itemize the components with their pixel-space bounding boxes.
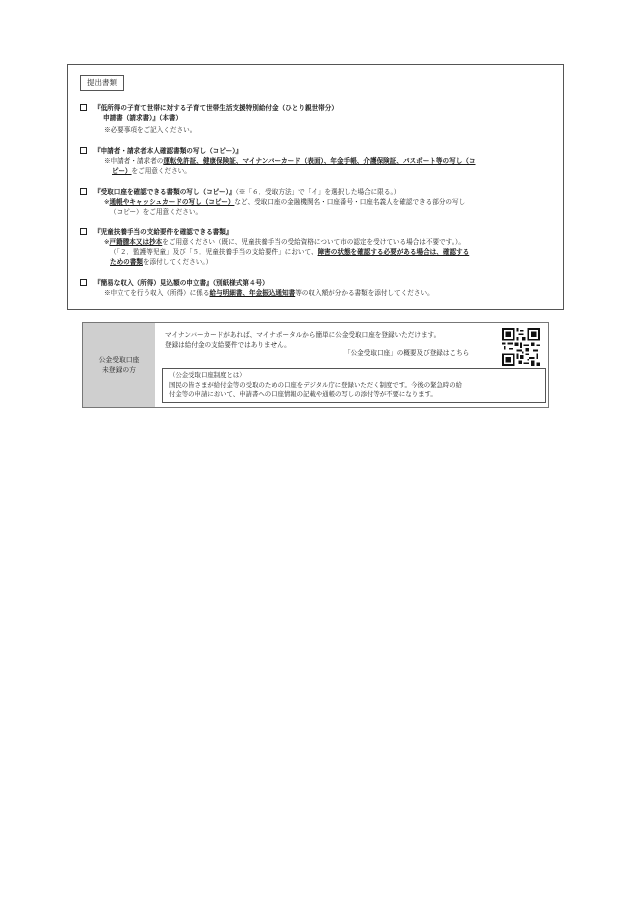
documents-heading: 提出書類 [80, 75, 124, 91]
document-item-bank-account: 『受取口座を確認できる書類の写し（コピー）』（※「６．受取方法」で「イ」を選択した場合に限る。） ※通帳やキャッシュカードの写し（コピー）など、受取口座の金融機関名・口座番号・口座名義人を確認できる部分の写し （コピー）をご用意ください。 [80, 187, 550, 217]
qr-code-icon[interactable] [502, 328, 540, 366]
checkbox[interactable] [80, 228, 87, 235]
document-item-income-statement: 『簡易な収入（所得）見込額の申立書』（別紙様式第４号） ※申立てを行う収入（所得）に係る給与明細書、年金振込通知書等の収入額が分かる書類を添付してください。 [80, 278, 550, 298]
document-item-application: 『低所得の子育て世帯に対する子育て世帯生活支援特別給付金（ひとり親世帯分） 申請書（請求書）』（本書） ※必要事項をご記入ください。 [80, 103, 550, 135]
public-account-info: マイナンバーカードがあれば、マイナポータルから簡単に公金受取口座を登録いただけます。 登録は給付金の支給要件ではありません。 [165, 331, 441, 349]
public-account-box [82, 322, 549, 408]
document-item-identity: 『申請者・請求者本人確認書類の写し（コピー）』 ※申請者・請求者の運転免許証、健康保険証、マイナンバーカード（表面）、年金手帳、介護保険証、パスポート等の写し（コ ピー）をご用意ください。 [80, 146, 550, 176]
documents-box [67, 64, 564, 310]
checkbox[interactable] [80, 188, 87, 195]
public-account-link[interactable]: 「公金受取口座」の概要及び登録はこちら [344, 349, 470, 357]
checkbox[interactable] [80, 104, 87, 111]
checkbox[interactable] [80, 147, 87, 154]
document-item-child-allowance: 『児童扶養手当の支給要件を確認できる書類』 ※戸籍謄本又は抄本をご用意ください（既に、児童扶養手当の受給資格について市の認定を受けている場合は不要です。）。 （「２．監護等児童」及び「５．児童扶養手当の支給要件」において、障害の状態を確認する必要がある場合は、確認する ための書類を添付してください。） [80, 227, 550, 267]
checkbox[interactable] [80, 279, 87, 286]
public-account-heading: 公金受取口座 未登録の方 [83, 323, 155, 407]
public-account-system-note: （公金受取口座制度とは） 国民の皆さまが給付金等の受取のための口座をデジタル庁に登録いただく制度です。今後の緊急時の給 付金等の申請において、申請書への口座情報の記載や通帳の写しの添付等が不要になります。 [162, 368, 546, 403]
